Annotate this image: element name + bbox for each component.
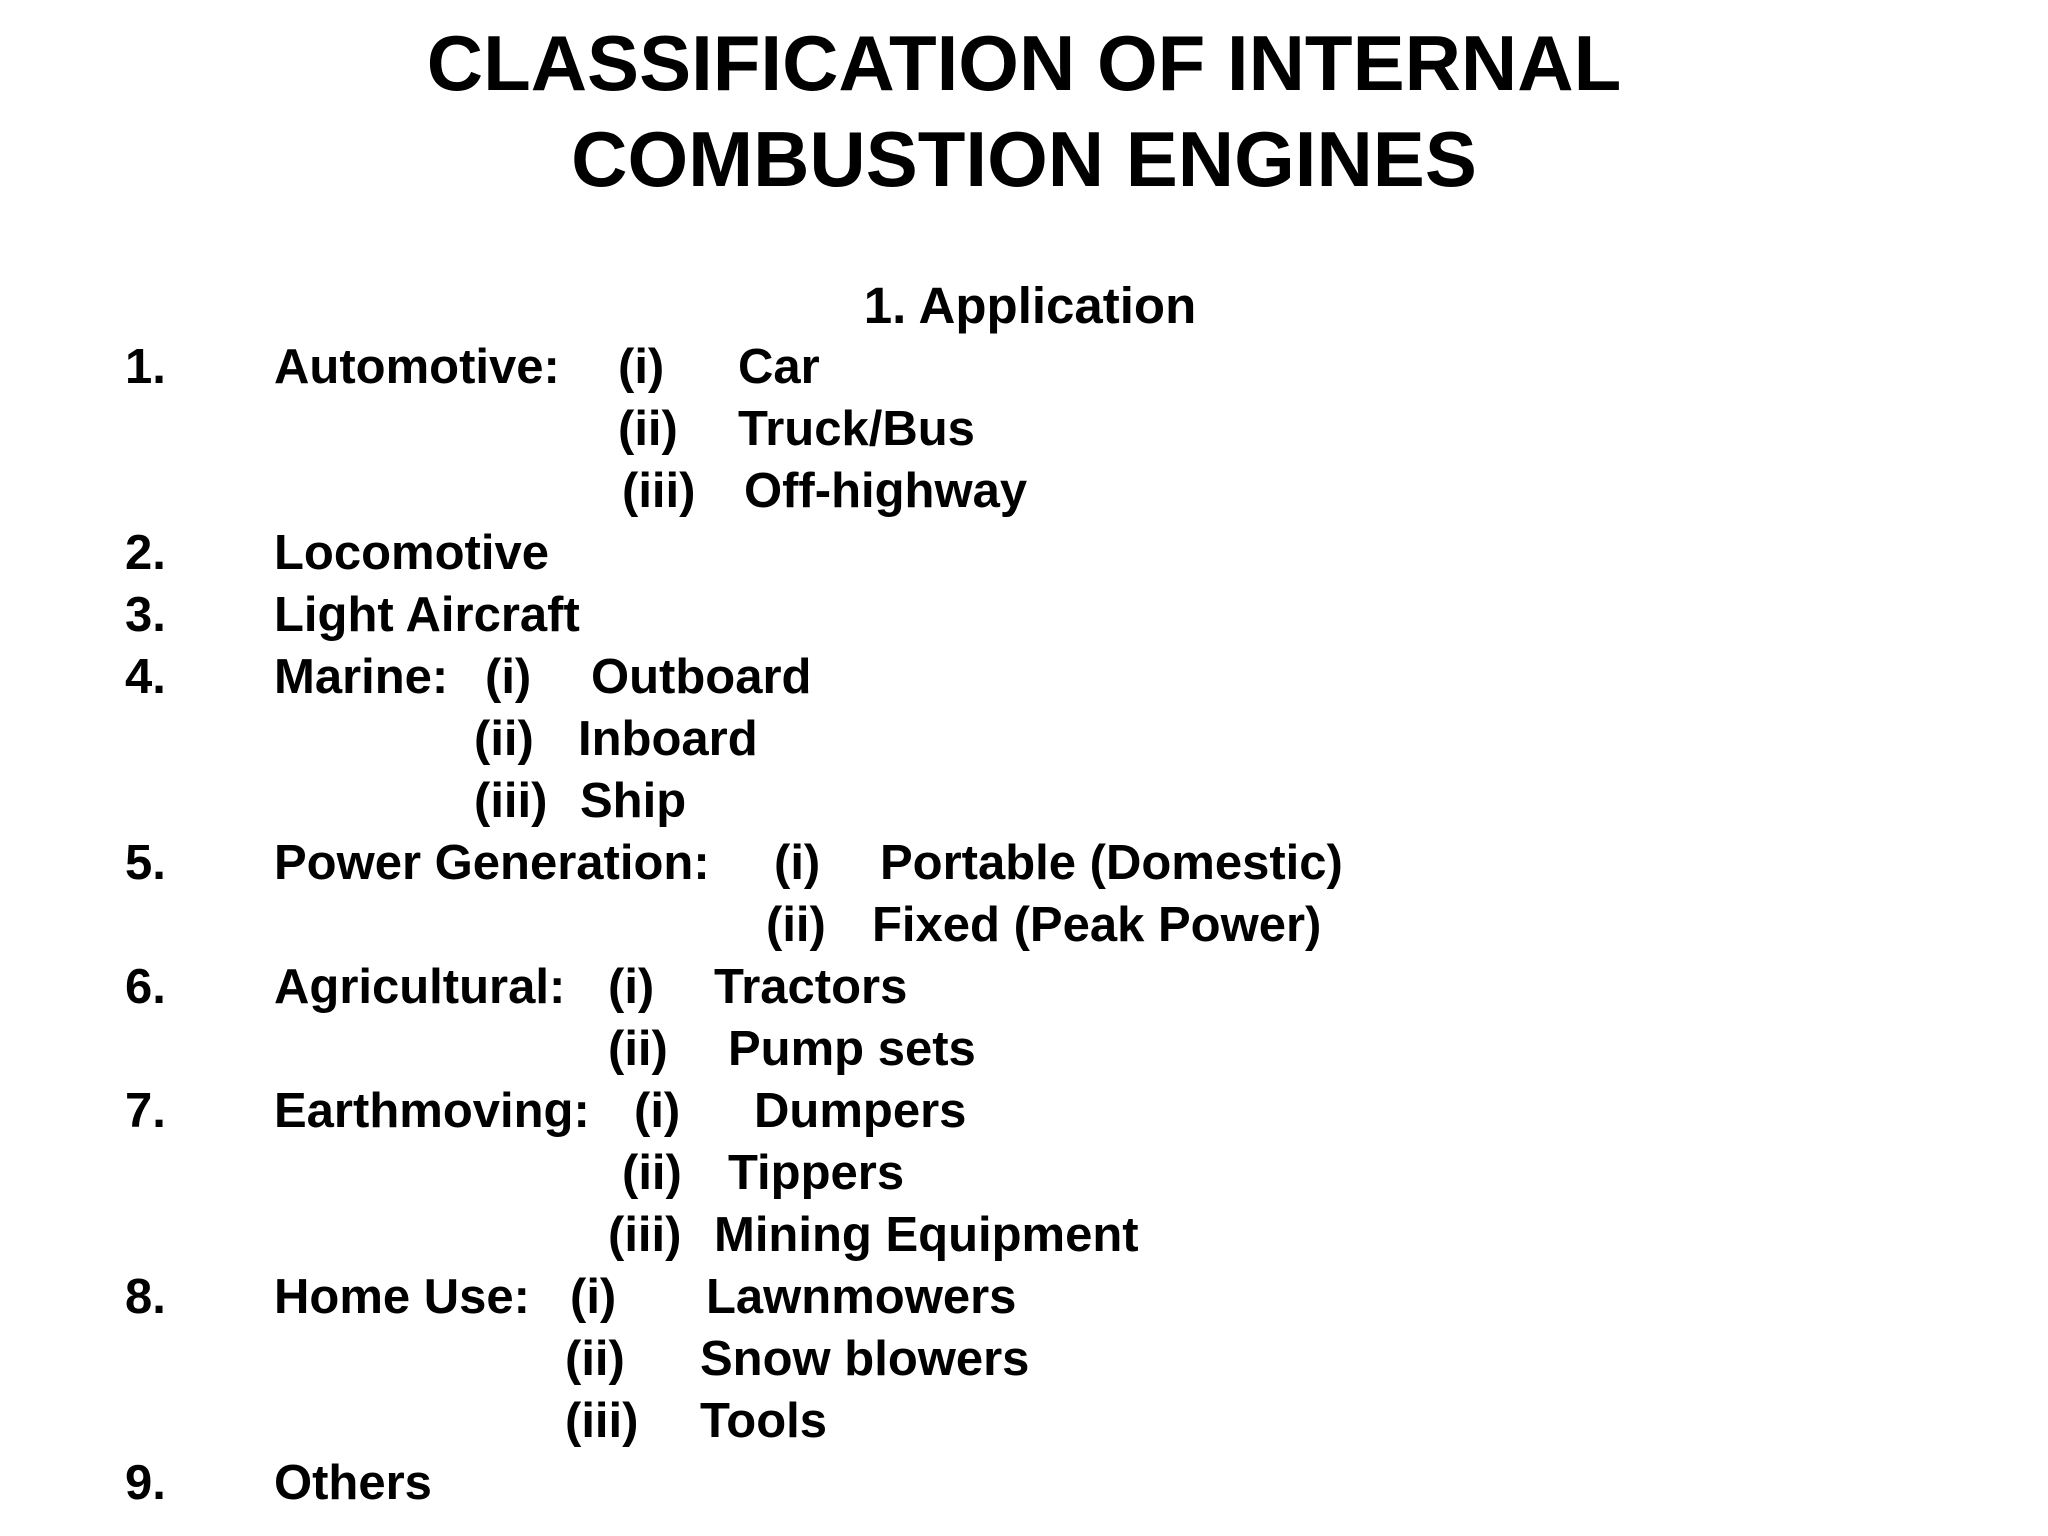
sub-text: Off-highway: [744, 464, 1028, 518]
sub-marker: (ii): [474, 712, 534, 766]
item-label: Agricultural:: [274, 960, 566, 1014]
item-label: Others: [274, 1456, 432, 1510]
sub-marker: (ii): [618, 402, 678, 456]
sub-marker: (ii): [766, 898, 826, 952]
sub-marker: (i): [774, 836, 821, 890]
page-title-line-1: CLASSIFICATION OF INTERNAL: [426, 19, 1622, 107]
sub-text: Tools: [700, 1394, 828, 1448]
item-number: 5.: [125, 836, 166, 890]
sub-text: Pump sets: [728, 1022, 976, 1076]
sub-marker: (i): [485, 650, 532, 704]
item-number: 2.: [125, 526, 166, 580]
item-label: Light Aircraft: [274, 588, 580, 642]
sub-marker: (i): [570, 1270, 617, 1324]
sub-text: Inboard: [578, 712, 758, 766]
item-label: Automotive:: [274, 340, 560, 394]
page-title-line-2: COMBUSTION ENGINES: [571, 115, 1477, 203]
section-subtitle: 1. Application: [863, 277, 1197, 334]
sub-marker: (ii): [565, 1332, 625, 1386]
item-label: Earthmoving:: [274, 1084, 590, 1138]
sub-text: Snow blowers: [700, 1332, 1030, 1386]
item-number: 8.: [125, 1270, 166, 1324]
sub-text: Outboard: [591, 650, 812, 704]
item-number: 4.: [125, 650, 166, 704]
item-label: Marine:: [274, 650, 449, 704]
sub-marker: (iii): [608, 1208, 682, 1262]
sub-text: Lawnmowers: [706, 1270, 1017, 1324]
sub-marker: (i): [618, 340, 665, 394]
sub-marker: (i): [608, 960, 655, 1014]
sub-text: Tractors: [714, 960, 908, 1014]
item-number: 9.: [125, 1456, 166, 1510]
sub-text: Mining Equipment: [714, 1208, 1139, 1262]
sub-marker: (iii): [622, 464, 696, 518]
sub-marker: (ii): [608, 1022, 668, 1076]
sub-text: Ship: [580, 774, 687, 828]
sub-text: Truck/Bus: [738, 402, 975, 456]
sub-text: Portable (Domestic): [880, 836, 1343, 890]
sub-marker: (ii): [622, 1146, 682, 1200]
sub-text: Fixed (Peak Power): [872, 898, 1322, 952]
sub-marker: (iii): [565, 1394, 639, 1448]
sub-marker: (i): [634, 1084, 681, 1138]
item-label: Power Generation:: [274, 836, 710, 890]
sub-text: Dumpers: [754, 1084, 967, 1138]
item-label: Home Use:: [274, 1270, 530, 1324]
sub-text: Car: [738, 340, 820, 394]
item-number: 7.: [125, 1084, 166, 1138]
item-number: 6.: [125, 960, 166, 1014]
sub-text: Tippers: [728, 1146, 905, 1200]
item-label: Locomotive: [274, 526, 549, 580]
item-number: 1.: [125, 340, 166, 394]
item-number: 3.: [125, 588, 166, 642]
sub-marker: (iii): [474, 774, 548, 828]
